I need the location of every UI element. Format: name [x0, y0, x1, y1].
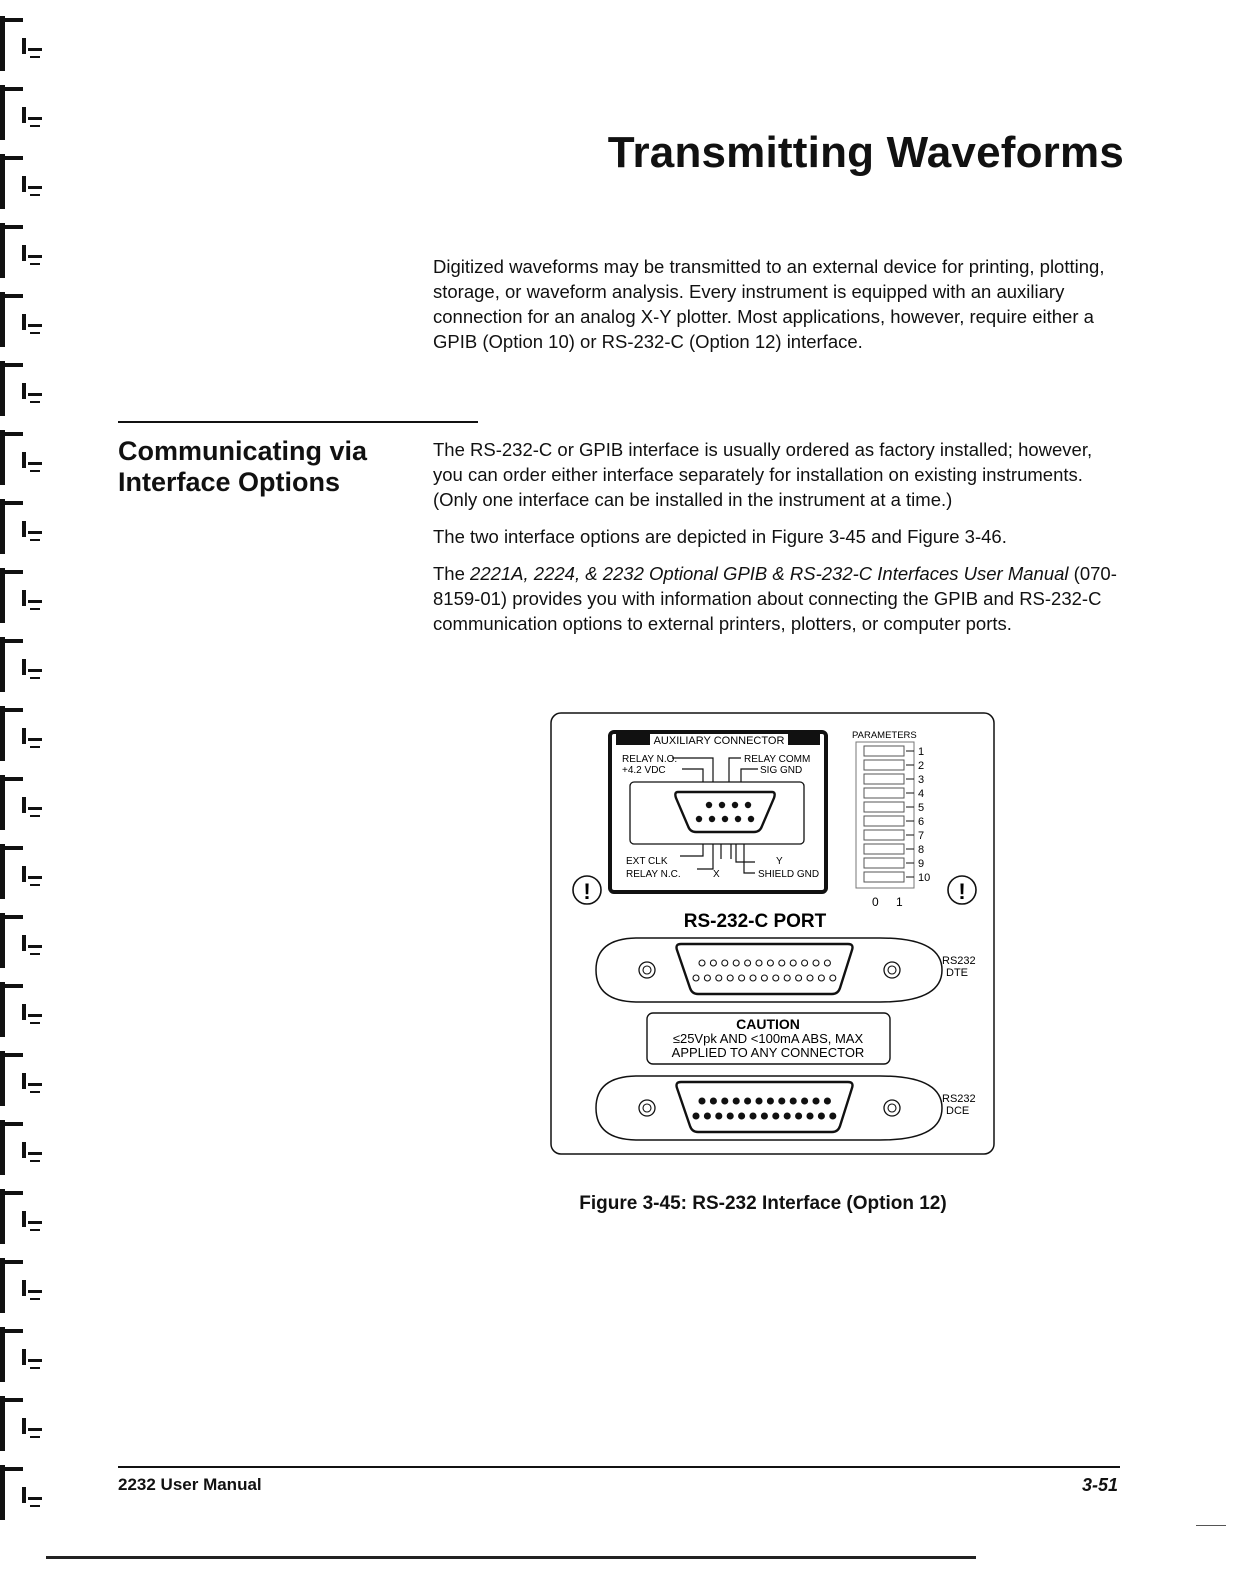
dip-switch	[864, 746, 904, 756]
binding-tab	[28, 462, 42, 465]
pin	[719, 802, 725, 808]
dte-connector	[596, 938, 942, 1002]
aux-connector-title: AUXILIARY CONNECTOR	[653, 735, 785, 747]
dip-switch	[864, 858, 904, 868]
warning-mark-right: !	[958, 879, 966, 904]
section-heading	[118, 436, 408, 498]
binding-tab	[22, 1418, 26, 1434]
manual-reference-title: 2221A, 2224, & 2232 Optional GPIB & RS-232-C Interfaces User Manual	[470, 563, 1069, 584]
binding-tab	[5, 708, 23, 712]
pin	[704, 975, 710, 981]
edge-tick-mark	[1196, 1525, 1226, 1526]
dip-switch	[864, 774, 904, 784]
binding-tab	[28, 117, 42, 120]
binding-tab	[0, 1258, 5, 1313]
bottom-edge-rule	[46, 1556, 976, 1559]
binding-tab	[28, 738, 42, 741]
binding-tab	[0, 637, 5, 692]
pin	[756, 960, 762, 966]
pin	[733, 960, 739, 966]
section-heading-line1: Communicating via	[118, 436, 368, 466]
dip-switch-number: 10	[918, 872, 931, 884]
binding-tab	[0, 706, 5, 761]
binding-tab	[30, 539, 40, 541]
pin	[818, 1113, 824, 1119]
binding-tab	[5, 225, 23, 229]
binding-tab	[28, 186, 42, 189]
dte-pins	[693, 960, 836, 981]
binding-tab	[30, 1229, 40, 1231]
pin	[767, 960, 773, 966]
binding-tab	[28, 48, 42, 51]
binding-tab	[22, 107, 26, 123]
binding-tab	[0, 223, 5, 278]
pin	[710, 1098, 716, 1104]
binding-tab	[22, 659, 26, 675]
sig-gnd-label: SIG GND	[760, 765, 803, 776]
binding-tab	[28, 393, 42, 396]
binding-tab	[5, 915, 23, 919]
section-body	[433, 437, 1123, 648]
binding-tab	[22, 38, 26, 54]
binding-tab	[0, 1396, 5, 1451]
binding-tab	[5, 1329, 23, 1333]
section-heading-line2: Interface Options	[118, 467, 341, 497]
binding-tab	[22, 1004, 26, 1020]
warning-icon-right	[948, 876, 976, 904]
pin	[818, 975, 824, 981]
x-label: X	[713, 869, 720, 880]
binding-tab	[0, 568, 5, 623]
binding-marks	[0, 16, 42, 1520]
binding-tab	[0, 913, 5, 968]
body-paragraph-1: The RS-232-C or GPIB interface is usually ordered as factory installed; however, you can order either interface separately for installation on existing instruments. (Only one interface can be installed in the instrument at a time.)	[433, 439, 1093, 510]
figure-caption: Figure 3-45: RS-232 Interface (Option 12)	[579, 1193, 947, 1214]
binding-tab	[5, 1260, 23, 1264]
binding-tab	[22, 314, 26, 330]
switch-state-1: 1	[896, 895, 903, 909]
aux-title-block-left	[616, 734, 650, 745]
binding-tab	[28, 531, 42, 534]
binding-tab	[28, 1497, 42, 1500]
pin	[761, 975, 767, 981]
binding-tab	[22, 590, 26, 606]
pin	[727, 1113, 733, 1119]
pin	[732, 802, 738, 808]
dip-switch-number: 1	[918, 746, 925, 758]
rs232-interface-figure	[550, 712, 995, 1156]
pin	[807, 975, 813, 981]
para3-prefix: The	[433, 563, 471, 584]
binding-tab	[5, 1191, 23, 1195]
binding-tab	[28, 600, 42, 603]
binding-tab	[28, 876, 42, 879]
binding-tab	[5, 984, 23, 988]
y-label: Y	[776, 856, 783, 867]
rs232-port-title: RS-232-C PORT	[683, 911, 827, 932]
pin	[745, 960, 751, 966]
binding-tab	[22, 1280, 26, 1296]
dte-label-line1: RS232	[942, 955, 976, 967]
binding-tab	[0, 154, 5, 209]
pin	[745, 802, 751, 808]
ext-clk-label: EXT CLK	[626, 856, 668, 867]
dip-switch-number: 4	[918, 788, 925, 800]
pin	[756, 1098, 762, 1104]
dip-switch	[864, 816, 904, 826]
aux-title-block-right	[788, 734, 820, 745]
pin	[693, 1113, 699, 1119]
pin	[748, 816, 754, 822]
binding-tab	[30, 332, 40, 334]
pin	[733, 1098, 739, 1104]
binding-tab	[28, 807, 42, 810]
section-divider	[118, 421, 478, 423]
binding-tab	[22, 1487, 26, 1503]
binding-tab	[5, 87, 23, 91]
pin	[824, 1098, 830, 1104]
binding-tab	[5, 639, 23, 643]
pin	[802, 1098, 808, 1104]
dip-switch	[864, 872, 904, 882]
dip-switch-number: 5	[918, 802, 925, 814]
binding-tab	[30, 1091, 40, 1093]
binding-tab	[30, 1022, 40, 1024]
binding-tab	[30, 1436, 40, 1438]
binding-tab	[30, 1160, 40, 1162]
binding-tab	[0, 292, 5, 347]
binding-tab	[28, 255, 42, 258]
pin	[802, 960, 808, 966]
binding-tab	[0, 1189, 5, 1244]
binding-tab	[0, 16, 5, 71]
pin	[727, 975, 733, 981]
dip-switch	[864, 788, 904, 798]
pin	[813, 1098, 819, 1104]
footer-page-number: 3-51	[1081, 1475, 1118, 1495]
binding-tab	[30, 1367, 40, 1369]
binding-tab	[22, 383, 26, 399]
dip-switch	[864, 760, 904, 770]
binding-tab	[0, 499, 5, 554]
pin	[824, 960, 830, 966]
binding-tab	[28, 669, 42, 672]
binding-tab	[5, 156, 23, 160]
pin	[704, 1113, 710, 1119]
binding-tab	[0, 430, 5, 485]
binding-tab	[0, 1120, 5, 1175]
binding-tab	[30, 56, 40, 58]
binding-tab	[0, 1465, 5, 1520]
binding-tab	[5, 777, 23, 781]
binding-tab	[5, 1122, 23, 1126]
binding-tab	[28, 1014, 42, 1017]
binding-tab	[5, 1053, 23, 1057]
pin	[722, 960, 728, 966]
pin	[779, 960, 785, 966]
binding-tab	[5, 432, 23, 436]
binding-tab	[22, 866, 26, 882]
dip-switch-body	[856, 742, 914, 888]
binding-tab	[22, 1211, 26, 1227]
dip-switch-number: 3	[918, 774, 925, 786]
pin	[779, 1098, 785, 1104]
pin	[716, 975, 722, 981]
binding-tab	[22, 245, 26, 261]
pin	[739, 975, 745, 981]
binding-tab	[22, 521, 26, 537]
binding-tab	[28, 324, 42, 327]
binding-tab	[30, 953, 40, 955]
binding-tab	[30, 1298, 40, 1300]
shield-gnd-label: SHIELD GND	[758, 869, 820, 880]
dip-switches	[864, 746, 930, 884]
pin	[773, 1113, 779, 1119]
binding-tab	[28, 1359, 42, 1362]
pin	[796, 1113, 802, 1119]
binding-tab	[30, 263, 40, 265]
de9-pins	[696, 802, 754, 822]
dip-switch	[864, 830, 904, 840]
binding-tab	[22, 935, 26, 951]
pin	[706, 802, 712, 808]
binding-tab	[30, 125, 40, 127]
pin	[693, 975, 699, 981]
binding-tab	[5, 363, 23, 367]
pin	[709, 816, 715, 822]
binding-tab	[5, 294, 23, 298]
binding-tab	[22, 176, 26, 192]
binding-tab	[22, 728, 26, 744]
binding-tab	[5, 570, 23, 574]
pin	[807, 1113, 813, 1119]
binding-tab	[30, 884, 40, 886]
warning-icon-left	[573, 876, 601, 904]
relay-comm-label: RELAY COMM	[744, 754, 811, 765]
caution-line1: ≤25Vpk AND <100mA ABS, MAX	[672, 1031, 864, 1046]
dip-switch-number: 2	[918, 760, 925, 772]
pin	[790, 1098, 796, 1104]
para3-suffix: (070-8159-01) provides you with information about connecting the GPIB and RS-232-C communication options to external printers, plotters, or computer ports.	[433, 563, 1117, 634]
de9-connector-shell	[675, 792, 774, 832]
binding-tab	[5, 1398, 23, 1402]
pin	[750, 1113, 756, 1119]
binding-tab	[22, 452, 26, 468]
body-paragraph-3	[433, 561, 1123, 636]
binding-tab	[0, 775, 5, 830]
pin	[739, 1113, 745, 1119]
dip-switch	[864, 802, 904, 812]
panel-outline	[551, 713, 994, 1154]
binding-tab	[30, 746, 40, 748]
relay-no-label: RELAY N.O.	[622, 754, 678, 765]
binding-tab	[5, 1467, 23, 1471]
body-paragraph-2: The two interface options are depicted in Figure 3-45 and Figure 3-46.	[433, 526, 1007, 547]
binding-tab	[22, 1073, 26, 1089]
dip-switch-number: 6	[918, 816, 925, 828]
caution-title: CAUTION	[736, 1016, 800, 1032]
pin	[699, 1098, 705, 1104]
caution-line2: APPLIED TO ANY CONNECTOR	[671, 1045, 865, 1060]
dte-label-line2: DTE	[946, 967, 968, 979]
pin	[722, 816, 728, 822]
binding-tab	[30, 1505, 40, 1507]
dip-switch	[864, 844, 904, 854]
pin	[830, 1113, 836, 1119]
binding-tab	[5, 18, 23, 22]
binding-tab	[30, 815, 40, 817]
dce-label-line1: RS232	[942, 1093, 976, 1105]
binding-tab	[30, 677, 40, 679]
aux-leader-top-left	[672, 758, 713, 782]
pin	[696, 816, 702, 822]
page-title: Transmitting Waveforms	[607, 128, 1124, 177]
relay-nc-label: RELAY N.C.	[626, 869, 681, 880]
binding-tab	[30, 608, 40, 610]
pin	[745, 1098, 751, 1104]
pin	[784, 1113, 790, 1119]
footer-divider	[118, 1466, 1120, 1468]
binding-tab	[28, 1290, 42, 1293]
binding-tab	[22, 1142, 26, 1158]
pin	[790, 960, 796, 966]
pin	[784, 975, 790, 981]
warning-mark-left: !	[583, 879, 591, 904]
footer-manual-title: 2232 User Manual	[118, 1475, 262, 1494]
pin	[735, 816, 741, 822]
intro-paragraph: Digitized waveforms may be transmitted to an external device for printing, plotting, storage, or waveform analysis. Every instrument is equipped with an auxiliary connection for an analog X-Y plotter. Most applications, however, require either a GPIB (Option 10) or RS-232-C (Option 12) interface.	[433, 256, 1105, 352]
binding-tab	[5, 501, 23, 505]
binding-tab	[28, 1428, 42, 1431]
vdc-label: +4.2 VDC	[622, 765, 666, 776]
binding-tab	[0, 982, 5, 1037]
binding-tab	[28, 1221, 42, 1224]
binding-tab	[22, 1349, 26, 1365]
binding-tab	[22, 797, 26, 813]
binding-tab	[28, 945, 42, 948]
binding-tab	[28, 1083, 42, 1086]
dip-switch-number: 9	[918, 858, 925, 870]
dip-switch-number: 8	[918, 844, 925, 856]
pin	[796, 975, 802, 981]
binding-tab	[30, 194, 40, 196]
binding-tab	[0, 844, 5, 899]
switch-state-0: 0	[872, 895, 879, 909]
binding-tab	[0, 1327, 5, 1382]
pin	[699, 960, 705, 966]
pin	[830, 975, 836, 981]
dce-pins	[693, 1098, 836, 1119]
binding-tab	[5, 846, 23, 850]
dip-switch-number: 7	[918, 830, 925, 842]
pin	[773, 975, 779, 981]
pin	[813, 960, 819, 966]
pin	[750, 975, 756, 981]
binding-tab	[0, 361, 5, 416]
dce-connector	[596, 1076, 942, 1140]
binding-tab	[28, 1152, 42, 1155]
pin	[716, 1113, 722, 1119]
binding-tab	[0, 1051, 5, 1106]
binding-tab	[0, 85, 5, 140]
binding-tab	[30, 470, 40, 472]
pin	[761, 1113, 767, 1119]
dce-label-line2: DCE	[946, 1105, 970, 1117]
pin	[710, 960, 716, 966]
parameters-label: PARAMETERS	[852, 730, 917, 741]
pin	[722, 1098, 728, 1104]
binding-edge	[0, 0, 46, 1588]
pin	[767, 1098, 773, 1104]
binding-tab	[30, 401, 40, 403]
